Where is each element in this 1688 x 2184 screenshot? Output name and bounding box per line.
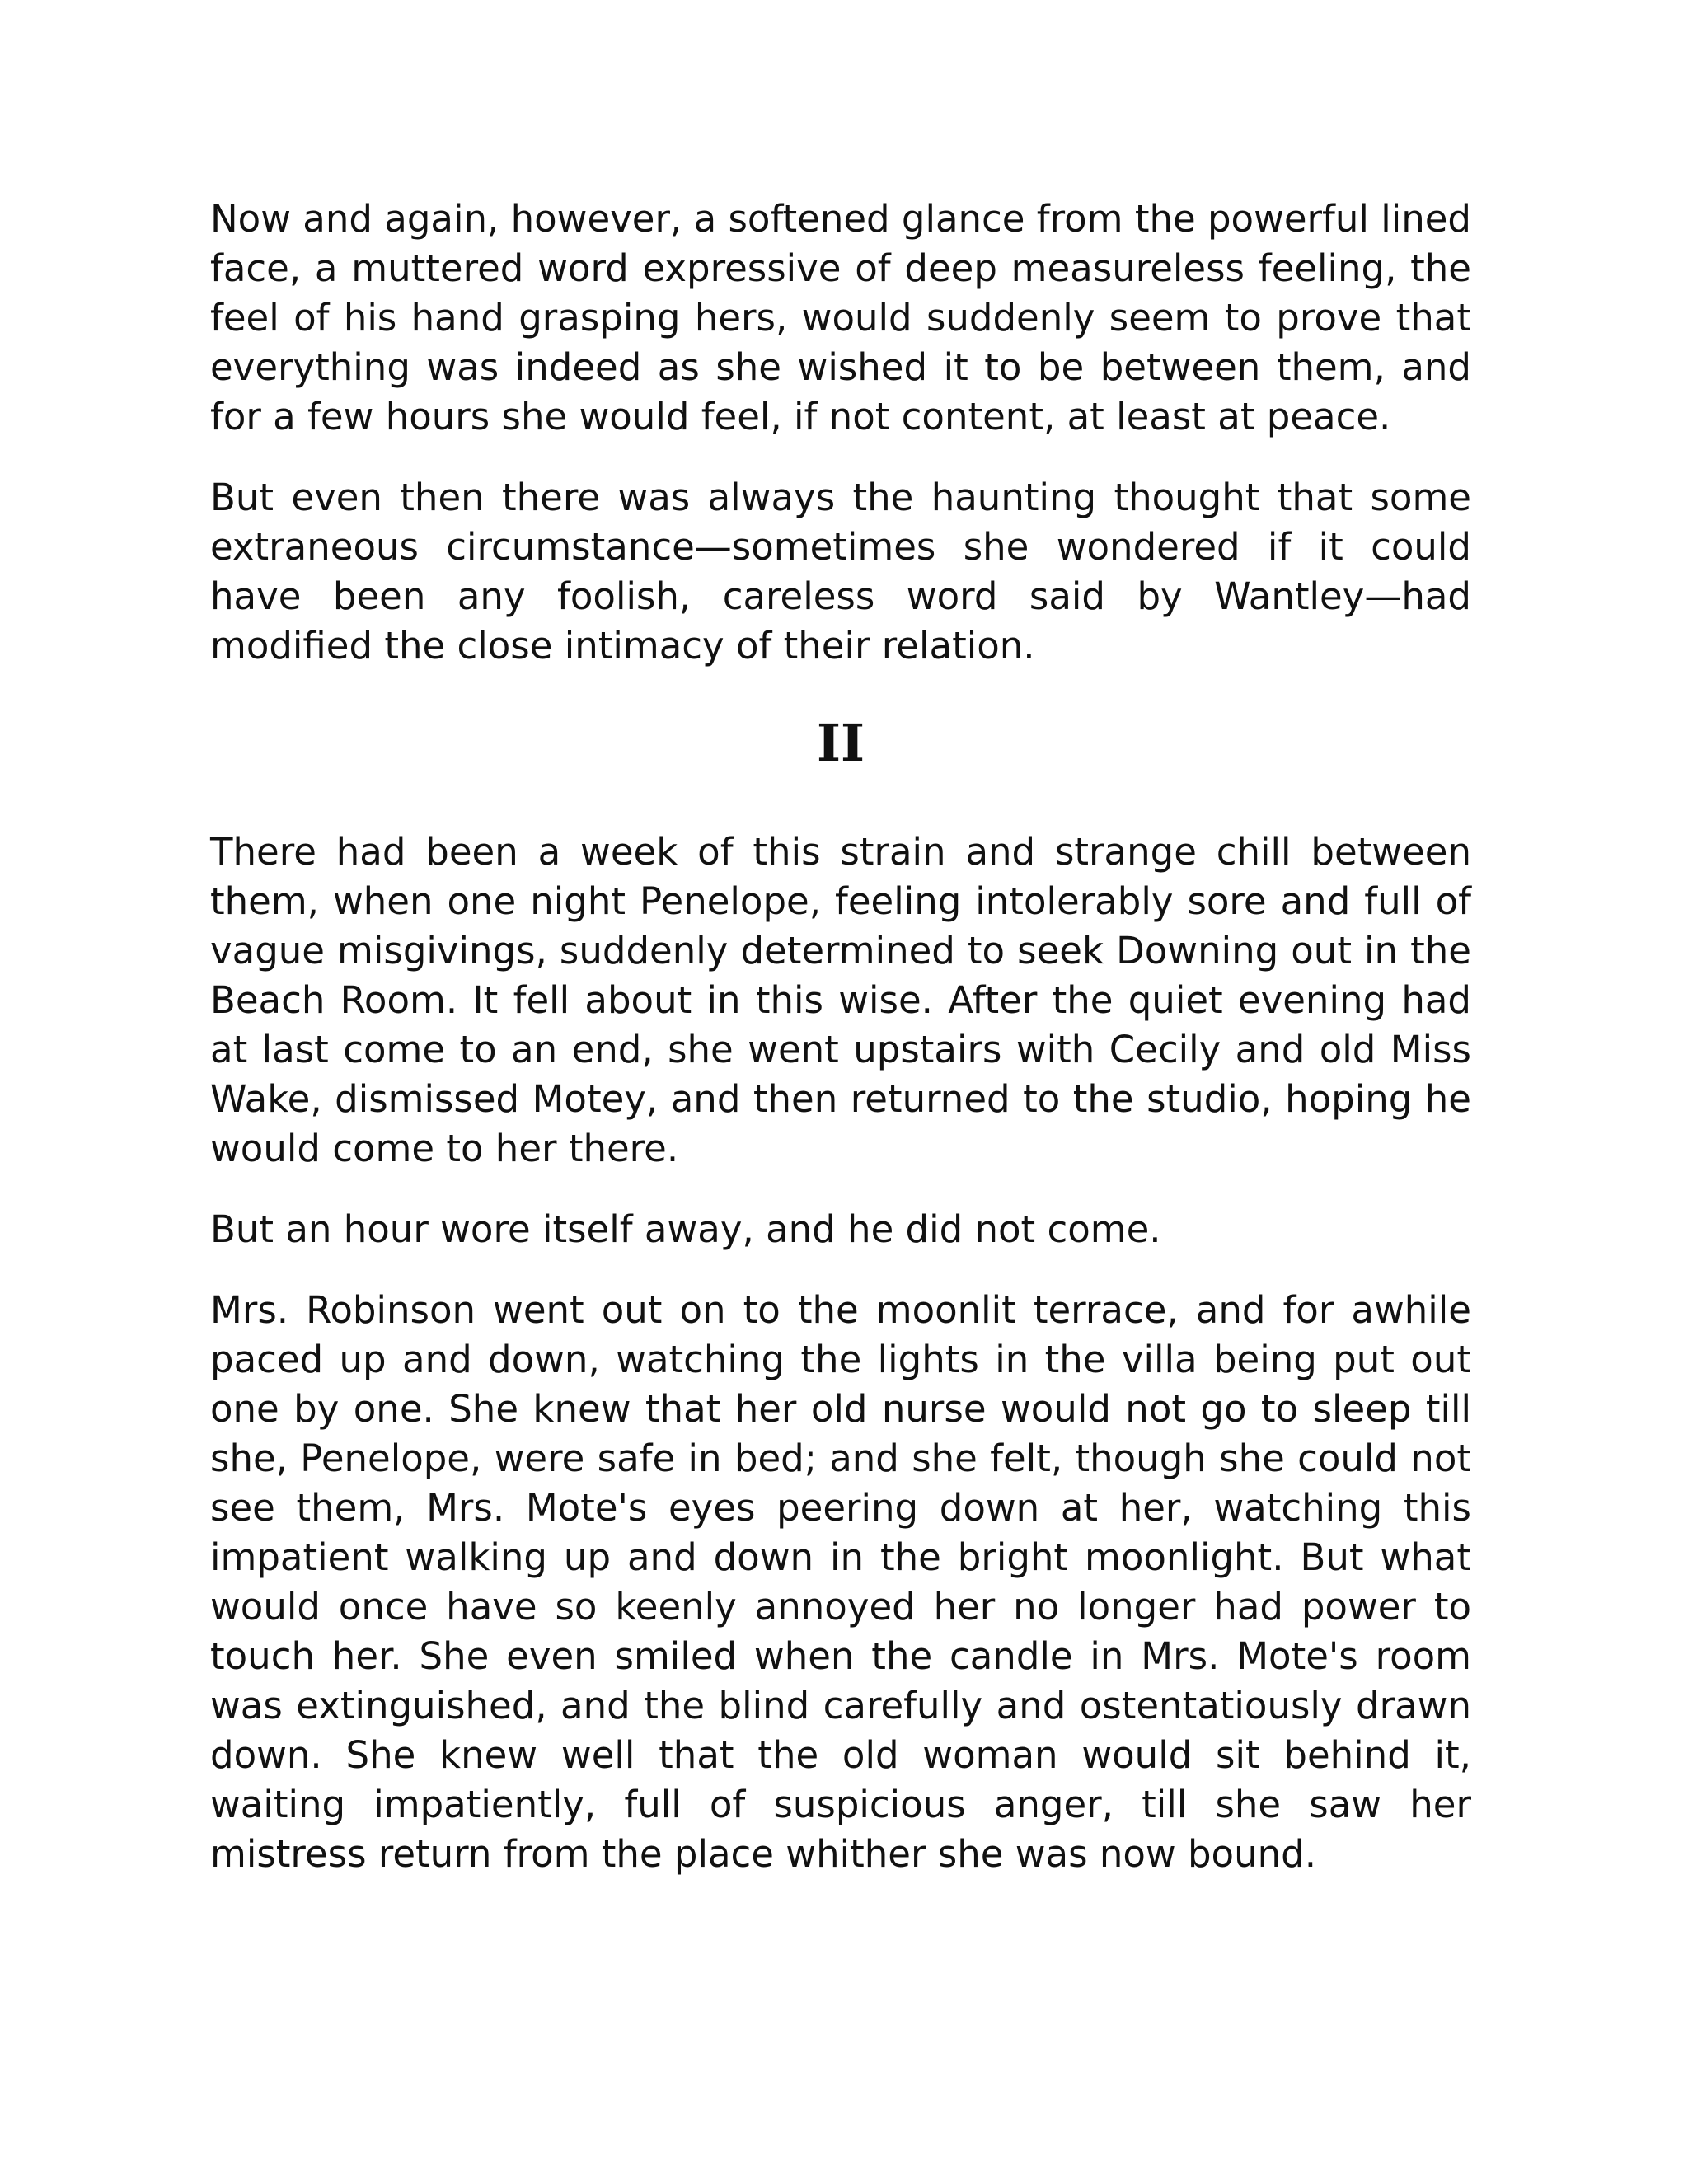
paragraph: There had been a week of this strain and strange chill between them, when one night Penelope, feeling intolerably sore and full of vague misgivings, suddenly determined to seek Downing out in the Beach Room. It fell about in this wise. After the quiet evening had at last come to an end, she went upstairs with Cecily and old Miss Wake, dismissed Motey, and then returned to the studio, hoping he would come to her there. bbox=[210, 830, 1471, 1170]
paragraph: But even then there was always the haunting thought that some extraneous circumstance—sometimes she wondered if it could have been any foolish, careless word said by Wantley—had modified the close intimacy of their relation. bbox=[210, 476, 1471, 668]
paragraph: Mrs. Robinson went out on to the moonlit terrace, and for awhile paced up and down, watching the lights in the villa being put out one by one. She knew that her old nurse would not go to sleep till she, Penelope, were safe in bed; and she felt, though she could not see them, Mrs. Mote's eyes peering down at her, watching this impatient walking up and down in the bright moonlight. But what would once have so keenly annoyed her no longer had power to touch her. She even smiled when the candle in Mrs. Mote's room was extinguished, and the blind carefully and ostentatiously drawn down. She knew well that the old woman would sit behind it, waiting impatiently, full of suspicious anger, till she saw her mistress return from the place whither she was now bound. bbox=[210, 1288, 1471, 1876]
paragraph: But an hour wore itself away, and he did not come. bbox=[210, 1207, 1161, 1251]
document-page bbox=[210, 194, 1471, 1910]
chapter-heading: II bbox=[816, 713, 865, 773]
paragraph: Now and again, however, a softened glance from the powerful lined face, a muttered word expressive of deep measureless feeling, the feel of his hand grasping hers, would suddenly seem to prove that everything was indeed as she wished it to be between them, and for a few hours she would feel, if not content, at least at peace. bbox=[210, 197, 1471, 438]
